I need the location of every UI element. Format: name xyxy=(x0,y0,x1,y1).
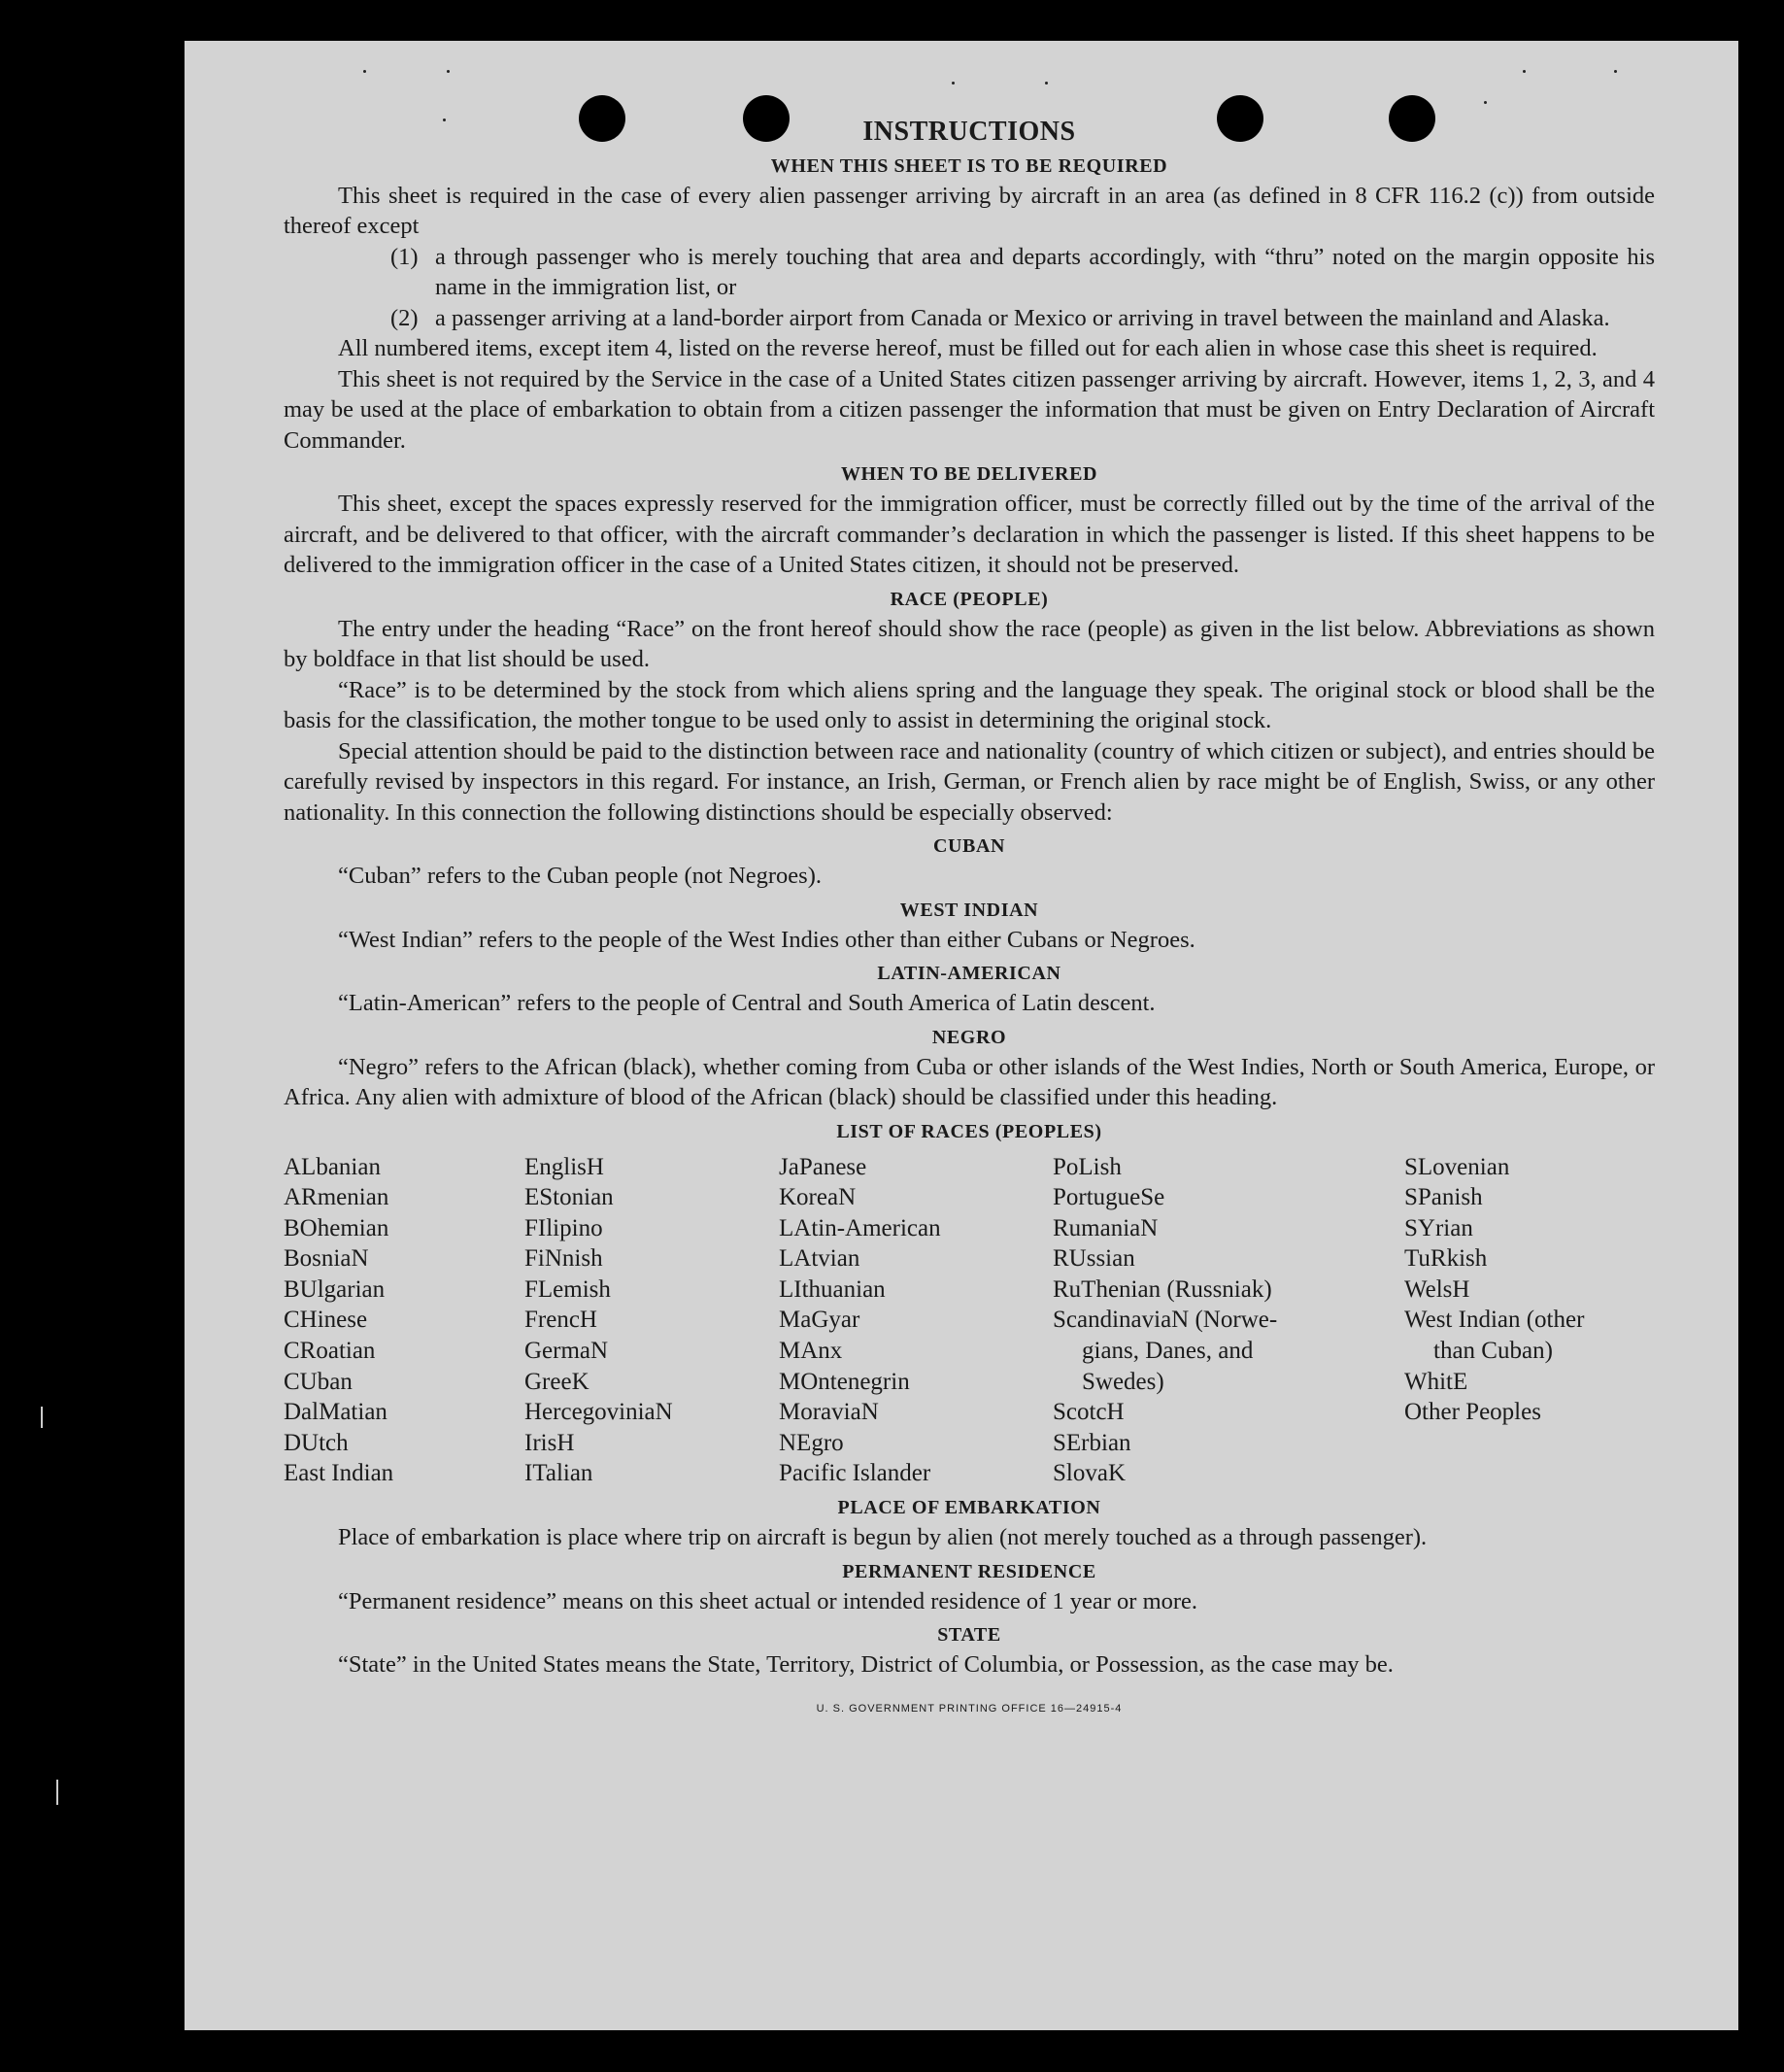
paragraph: “Race” is to be determined by the stock from which aliens spring and the language they speak. The original stock or blood shall be the basis for the classification, the mother tongue to be used only to assist in determining the original stock. xyxy=(284,676,1655,733)
heading-state: STATE xyxy=(937,1624,1001,1647)
race-entry-continued: than Cuban) xyxy=(1433,1338,1553,1365)
race-entry: ScotcH xyxy=(1053,1399,1125,1426)
scan-mark xyxy=(41,1407,43,1428)
race-list xyxy=(284,1152,1655,1490)
race-entry: LAtvian xyxy=(779,1245,860,1273)
race-entry: MoraviaN xyxy=(779,1399,879,1426)
race-entry: MAnx xyxy=(779,1338,843,1365)
heading-place-of-embarkation: PLACE OF EMBARKATION xyxy=(837,1497,1101,1519)
race-entry: ITalian xyxy=(524,1460,593,1487)
race-entry: Other Peoples xyxy=(1404,1399,1541,1426)
paragraph: “Latin-American” refers to the people of Central and South America of Latin descent. xyxy=(338,990,1156,1016)
race-entry-continued: Swedes) xyxy=(1082,1368,1164,1395)
race-entry: Pacific Islander xyxy=(779,1460,931,1487)
race-entry: ScandinaviaN (Norwe- xyxy=(1053,1307,1278,1334)
race-entry-continued: gians, Danes, and xyxy=(1082,1338,1254,1365)
document-page xyxy=(185,41,1738,2030)
race-entry: FLemish xyxy=(524,1275,611,1303)
race-entry: NEgro xyxy=(779,1429,844,1456)
heading-negro: NEGRO xyxy=(931,1026,1007,1048)
race-entry: FrencH xyxy=(524,1307,597,1334)
speck xyxy=(1523,70,1526,73)
race-entry: MaGyar xyxy=(779,1307,860,1334)
race-entry: ALbanian xyxy=(284,1153,381,1180)
paragraph: “Permanent residence” means on this sheet actual or intended residence of 1 year or more. xyxy=(338,1587,1198,1614)
heading-when-required: WHEN THIS SHEET IS TO BE REQUIRED xyxy=(770,154,1168,177)
page-title: INSTRUCTIONS xyxy=(862,117,1076,147)
race-column xyxy=(1404,1152,1647,1490)
race-column xyxy=(284,1152,524,1490)
race-entry: TuRkish xyxy=(1404,1245,1488,1273)
race-entry: CRoatian xyxy=(284,1338,376,1365)
paragraph: This sheet is not required by the Service in the case of a United States citizen passenger arriving by aircraft. However, items 1, 2, 3, and 4 may be used at the place of embarkation to obtain from a citizen passenger the information that must be given on Entry Declaration of Aircraft Commander. xyxy=(284,365,1655,454)
printer-imprint: U. S. GOVERNMENT PRINTING OFFICE 16—24915-4 xyxy=(816,1702,1123,1715)
heading-when-delivered: WHEN TO BE DELIVERED xyxy=(840,463,1098,485)
paragraph: “Cuban” refers to the Cuban people (not Negroes). xyxy=(338,863,822,889)
heading-west-indian: WEST INDIAN xyxy=(899,899,1039,921)
item-text: a through passenger who is merely touching that area and departs accordingly, with “thru” noted on the margin opposite his name in the immigration list, or xyxy=(435,243,1655,300)
paragraph: Special attention should be paid to the distinction between race and nationality (country of which citizen or subject), and entries should be carefully revised by inspectors in this regard. For instance, an Irish, German, or French alien by race might be of English, Swiss, or any other nationality. In this connection the following distinctions should be especially observed: xyxy=(284,737,1655,826)
speck xyxy=(447,70,450,73)
race-entry: PortugueSe xyxy=(1053,1184,1165,1211)
item-number: (1) xyxy=(390,243,419,270)
paragraph: “State” in the United States means the State, Territory, District of Columbia, or Possession, as the case may be. xyxy=(338,1651,1394,1679)
list-item xyxy=(390,303,1655,334)
scan-mark xyxy=(56,1780,58,1805)
race-entry: East Indian xyxy=(284,1460,394,1487)
race-entry: SErbian xyxy=(1053,1429,1131,1456)
race-entry: GermaN xyxy=(524,1338,609,1365)
race-entry: BOhemian xyxy=(284,1214,389,1241)
race-entry: RumaniaN xyxy=(1053,1214,1159,1241)
race-entry: DalMatian xyxy=(284,1399,387,1426)
speck xyxy=(1614,70,1617,73)
race-column xyxy=(1053,1152,1404,1490)
race-column xyxy=(779,1152,1053,1490)
speck xyxy=(1045,82,1048,85)
race-entry: DUtch xyxy=(284,1429,349,1456)
paragraph: Place of embarkation is place where trip on aircraft is begun by alien (not merely touched as a through passenger). xyxy=(338,1524,1428,1551)
race-entry: WhitE xyxy=(1404,1368,1468,1395)
paragraph: “West Indian” refers to the people of the West Indies other than either Cubans or Negroes. xyxy=(338,926,1195,953)
race-entry: LAtin-American xyxy=(779,1214,941,1241)
race-entry: LIthuanian xyxy=(779,1275,886,1303)
race-entry: EStonian xyxy=(524,1184,614,1211)
heading-latin-american: LATIN-AMERICAN xyxy=(877,963,1061,984)
paragraph: The entry under the heading “Race” on the front hereof should show the race (people) as given in the list below. Abbreviations as shown by boldface in that list should be used. xyxy=(284,615,1655,672)
paragraph: “Negro” refers to the African (black), whether coming from Cuba or other islands of the West Indies, North or South America, Europe, or Africa. Any alien with admixture of blood of the African (black) should be classified under this heading. xyxy=(284,1053,1655,1110)
race-entry: KoreaN xyxy=(779,1184,857,1211)
race-entry: BUlgarian xyxy=(284,1275,386,1303)
heading-permanent-residence: PERMANENT RESIDENCE xyxy=(842,1560,1096,1582)
race-entry: SlovaK xyxy=(1053,1460,1126,1487)
race-entry: CUban xyxy=(284,1368,353,1395)
race-entry: IrisH xyxy=(524,1429,575,1456)
race-entry: MOntenegrin xyxy=(779,1368,910,1395)
race-entry: RuThenian (Russniak) xyxy=(1053,1275,1272,1303)
race-entry: HercegoviniaN xyxy=(524,1399,673,1426)
race-entry: FiNnish xyxy=(524,1245,603,1273)
race-entry: EnglisH xyxy=(524,1153,604,1180)
paragraph: This sheet is required in the case of every alien passenger arriving by aircraft in an area (as defined in 8 CFR 116.2 (c)) from outside thereof except xyxy=(284,182,1655,239)
race-entry: BosniaN xyxy=(284,1245,369,1273)
speck xyxy=(1484,101,1487,104)
item-number: (2) xyxy=(390,304,419,331)
race-entry: CHinese xyxy=(284,1307,368,1334)
race-entry: FIlipino xyxy=(524,1214,603,1241)
race-entry: SLovenian xyxy=(1404,1153,1510,1180)
race-entry: RUssian xyxy=(1053,1245,1135,1273)
race-entry: PoLish xyxy=(1053,1153,1122,1180)
paragraph: All numbered items, except item 4, listed on the reverse hereof, must be filled out for each alien in whose case this sheet is required. xyxy=(338,335,1598,361)
race-entry: WelsH xyxy=(1404,1275,1470,1303)
race-entry: GreeK xyxy=(524,1368,589,1395)
race-entry: SPanish xyxy=(1404,1184,1483,1211)
race-column xyxy=(524,1152,779,1490)
race-entry: JaPanese xyxy=(779,1153,867,1180)
heading-race: RACE (PEOPLE) xyxy=(890,588,1049,610)
heading-cuban: CUBAN xyxy=(932,835,1006,857)
item-text: a passenger arriving at a land-border airport from Canada or Mexico or arriving in travel between the mainland and Alaska. xyxy=(435,304,1610,331)
list-item xyxy=(390,242,1655,303)
speck xyxy=(952,82,955,85)
heading-list-of-races: LIST OF RACES (PEOPLES) xyxy=(836,1120,1102,1142)
race-entry: West Indian (other xyxy=(1404,1307,1585,1334)
paragraph: This sheet, except the spaces expressly reserved for the immigration officer, must be correctly filled out by the time of the arrival of the aircraft, and be delivered to that officer, with the aircraft commander’s declaration in which the passenger is listed. If this sheet happens to be delivered to the immigration officer in the case of a United States citizen, it should not be preserved. xyxy=(284,491,1655,578)
speck xyxy=(363,70,366,73)
instructions-content xyxy=(284,117,1655,1724)
race-entry: ARmenian xyxy=(284,1184,389,1211)
race-entry: SYrian xyxy=(1404,1214,1473,1241)
